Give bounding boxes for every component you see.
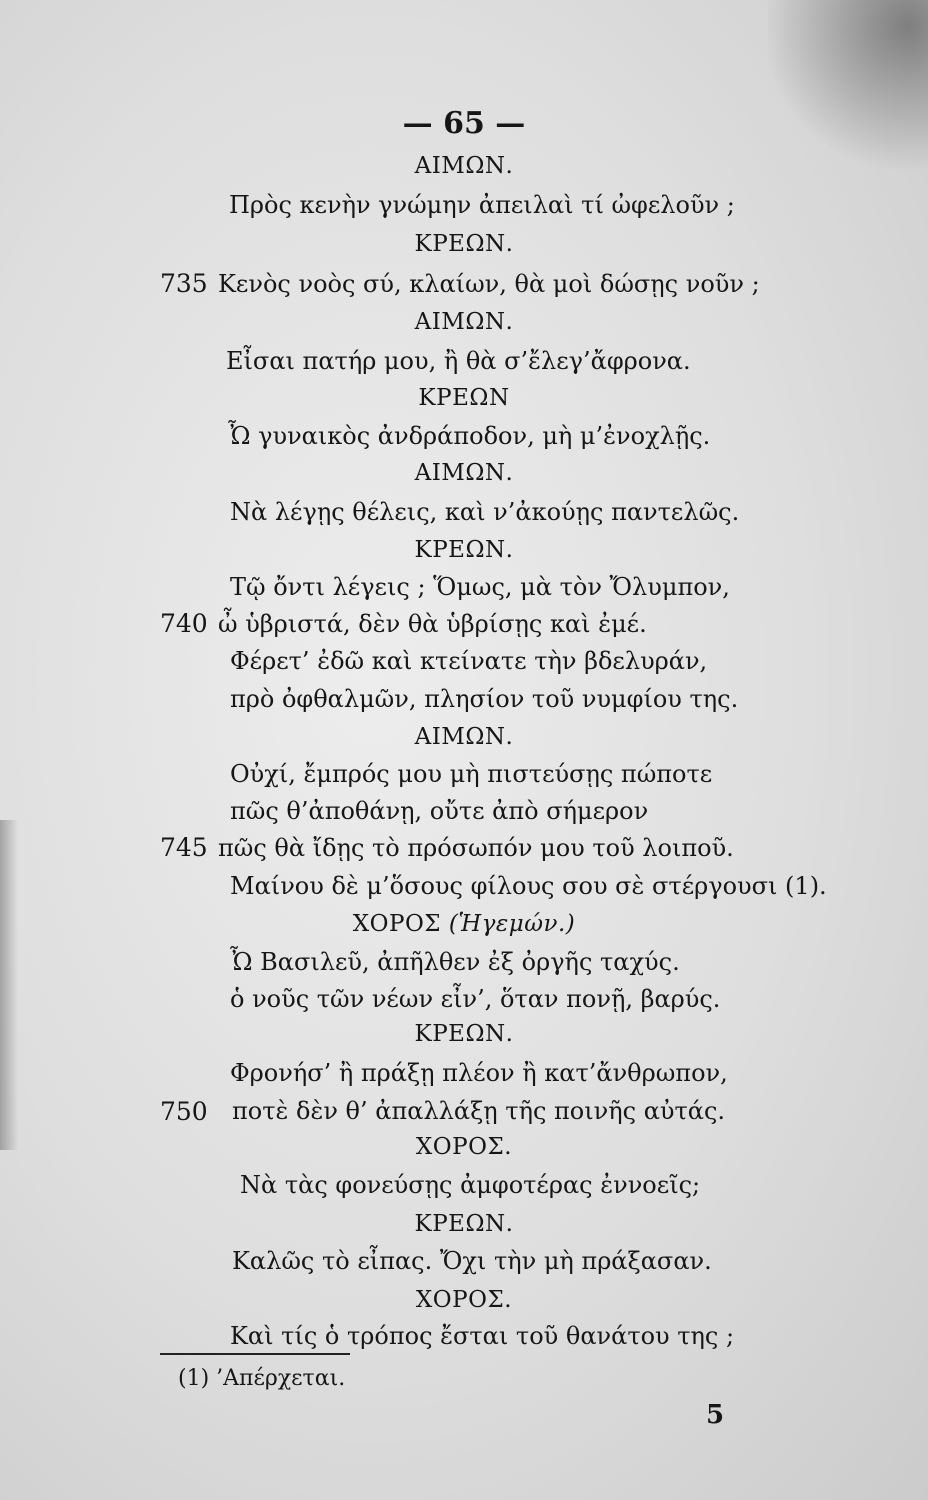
verse-line: Εἶσαι πατήρ μου, ἢ θὰ σ’ἔλεγ’ἄφρονα. [226, 347, 691, 375]
verse-line: Φρονήσ’ ἢ πράξῃ πλέον ἢ κατ’ἄνθρωπον, [230, 1059, 728, 1087]
speaker-heading: ΧΟΡΟΣ. [415, 1287, 513, 1313]
verse-line: Τῷ ὄντι λέγεις ; Ὅμως, μὰ τὸν Ὄλυμπον, [230, 573, 730, 601]
line-number: 735 [160, 269, 208, 298]
verse-line: Ὦ Βασιλεῦ, ἀπῆλθεν ἐξ ὀργῆς ταχύς. [230, 948, 680, 976]
speaker-heading: ΚΡΕΩΝ. [414, 231, 514, 257]
speaker-heading: ΑΙΜΩΝ. [414, 309, 514, 335]
line-number: 745 [160, 833, 208, 862]
speaker-heading: ΧΟΡΟΣ. [415, 1134, 513, 1160]
page-shadow-left [0, 820, 18, 1150]
verse-line: πῶς θὰ ἴδῃς τὸ πρόσωπόν μου τοῦ λοιποῦ. [218, 834, 734, 862]
verse-line: Φέρετ’ ἐδῶ καὶ κτείνατε τὴν βδελυράν, [230, 647, 708, 675]
verse-line: Νὰ λέγῃς θέλεις, καὶ ν’ἀκούῃς παντελῶς. [230, 498, 740, 526]
verse-line: ποτὲ δὲν θ’ ἀπαλλάξῃ τῆς ποινῆς αὐτάς. [232, 1097, 726, 1125]
footnote-rule [160, 1353, 350, 1355]
verse-line: ὁ νοῦς τῶν νέων εἶν’, ὅταν πονῇ, βαρύς. [230, 985, 721, 1013]
speaker-heading: ΚΡΕΩΝ [418, 385, 510, 411]
speaker-heading: ΚΡΕΩΝ. [414, 1211, 514, 1237]
verse-line: Νὰ τὰς φονεύσῃς ἀμφοτέρας ἐννοεῖς; [240, 1171, 701, 1199]
speaker-heading: ΚΡΕΩΝ. [414, 1021, 514, 1047]
speaker-heading-chorus [0, 911, 928, 937]
verse-line: πῶς θ’ἀποθάνῃ, οὔτε ἀπὸ σήμερον [230, 797, 649, 825]
line-number: 740 [160, 609, 208, 638]
verse-line: Καλῶς τὸ εἶπας. Ὄχι τὴν μὴ πράξασαν. [232, 1247, 712, 1275]
verse-line: Καὶ τίς ὁ τρόπος ἔσται τοῦ θανάτου της ; [230, 1322, 735, 1350]
verse-line: Πρὸς κενὴν γνώμην ἀπειλαὶ τί ὠφελοῦν ; [229, 191, 735, 219]
line-number: 750 [160, 1097, 208, 1126]
verse-line: πρὸ ὀφθαλμῶν, πλησίον τοῦ νυμφίου της. [230, 685, 739, 713]
verse-line: Κενὸς νοὸς σύ, κλαίων, θὰ μοὶ δώσῃς νοῦν ; [218, 270, 760, 298]
verse-line: Ὦ γυναικὸς ἀνδράποδον, μὴ μ’ἐνοχλῇς. [228, 422, 711, 450]
verse-line: Μαίνου δὲ μ’ὅσους φίλους σου σὲ στέργουσι (1). [230, 872, 827, 900]
speaker-note: (Ἡγεμών.) [448, 911, 576, 937]
signature-mark: 5 [706, 1400, 725, 1430]
speaker-heading: ΚΡΕΩΝ. [414, 537, 514, 563]
speaker-heading: ΑΙΜΩΝ. [414, 460, 514, 486]
verse-line: Οὐχί, ἔμπρός μου μὴ πιστεύσῃς πώποτε [230, 760, 713, 788]
verse-line: ὦ ὑβριστά, δὲν θὰ ὑβρίσῃς καὶ ἐμέ. [218, 610, 647, 638]
page-number: — 65 — [402, 106, 526, 141]
speaker-heading: ΑΙΜΩΝ. [414, 724, 514, 750]
speaker-name: ΧΟΡΟΣ [352, 911, 442, 937]
speaker-heading: ΑΙΜΩΝ. [414, 153, 514, 179]
footnote: (1) ’Απέρχεται. [178, 1366, 346, 1391]
